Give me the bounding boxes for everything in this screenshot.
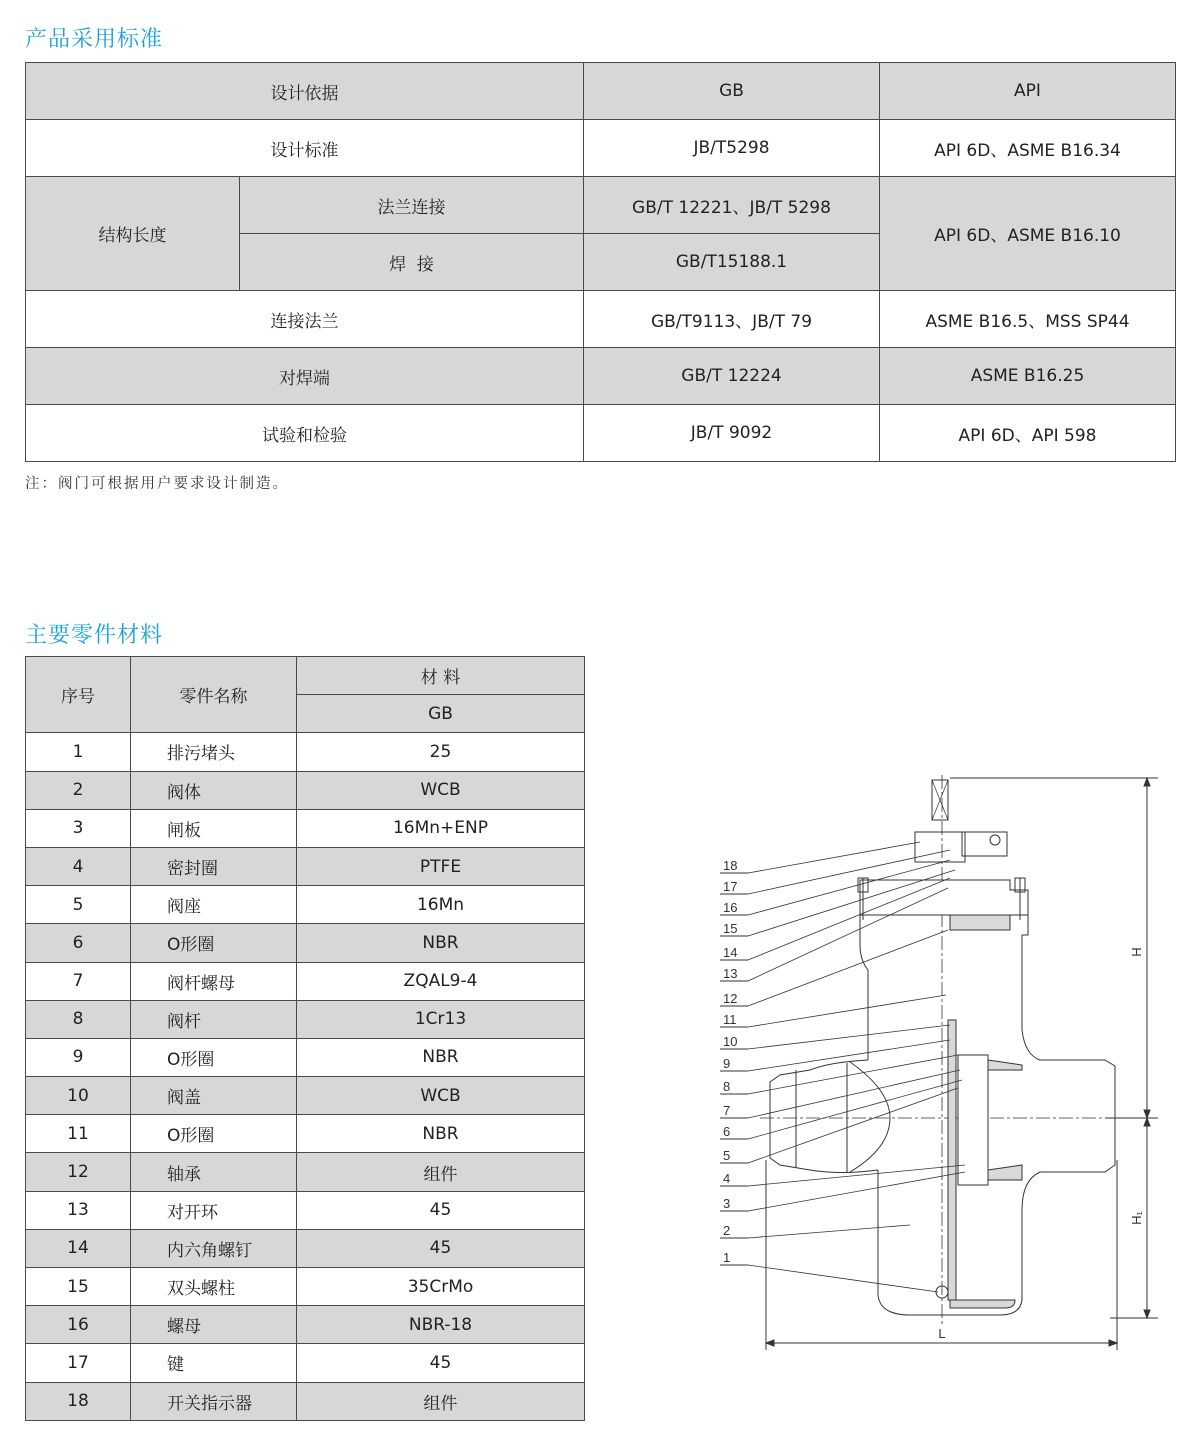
- part-name: 密封圈: [131, 847, 297, 885]
- part-number-label: 16: [723, 900, 738, 915]
- dim-l-label: L: [938, 1326, 946, 1341]
- part-material: 16Mn+ENP: [297, 809, 585, 847]
- leader-line: [748, 878, 950, 960]
- sub-label: 焊 接: [240, 234, 584, 291]
- arrow-icon: [1144, 778, 1150, 786]
- leader-line: [748, 930, 948, 1006]
- indicator-housing: [915, 832, 965, 862]
- part-material: NBR: [297, 1038, 585, 1076]
- table-header-row: [26, 657, 585, 695]
- table-row: [26, 886, 585, 924]
- standards-table: [25, 62, 1176, 462]
- part-no: 18: [26, 1382, 131, 1420]
- row-label: 试验和检验: [26, 405, 584, 462]
- part-number-label: 13: [723, 966, 738, 981]
- part-no: 11: [26, 1115, 131, 1153]
- part-material: 1Cr13: [297, 1000, 585, 1038]
- row-label: 连接法兰: [26, 291, 584, 348]
- body-inlet: [770, 1060, 878, 1173]
- part-name: 闸板: [131, 809, 297, 847]
- part-number-label: 14: [723, 945, 738, 960]
- leader-line: [748, 995, 946, 1027]
- row-api: API 6D、ASME B16.34: [880, 120, 1176, 177]
- part-name: O形圈: [131, 1115, 297, 1153]
- part-name: 对开环: [131, 1191, 297, 1229]
- arrow-icon: [1109, 1340, 1117, 1346]
- part-no: 4: [26, 847, 131, 885]
- part-name: 开关指示器: [131, 1382, 297, 1420]
- row-gb: GB/T 12224: [584, 348, 880, 405]
- part-material: NBR-18: [297, 1306, 585, 1344]
- table-row: [26, 847, 585, 885]
- leader-line: [748, 888, 948, 981]
- part-name: 键: [131, 1344, 297, 1382]
- table-row: [26, 1382, 585, 1420]
- row-label: 设计标准: [26, 120, 584, 177]
- seat-hatch: [988, 1060, 1022, 1070]
- leader-line: [748, 1088, 958, 1163]
- part-number-label: 17: [723, 879, 738, 894]
- part-material: 45: [297, 1191, 585, 1229]
- valve-section-drawing: [710, 770, 1170, 1370]
- part-name: 阀体: [131, 771, 297, 809]
- part-no: 6: [26, 924, 131, 962]
- part-material: NBR: [297, 1115, 585, 1153]
- bonnet-flange: [860, 880, 1028, 915]
- arrow-icon: [1144, 1118, 1150, 1126]
- standards-note: 注：阀门可根据用户要求设计制造。: [25, 476, 289, 492]
- table-row: [26, 120, 1176, 177]
- table-row: [26, 924, 585, 962]
- part-number-label: 1: [723, 1250, 731, 1265]
- leader-line: [748, 1265, 938, 1292]
- materials-table: [25, 656, 585, 1421]
- header-basis: 设计依据: [26, 63, 584, 120]
- row-gb: GB/T 12221、JB/T 5298: [584, 177, 880, 234]
- table-row: [26, 1000, 585, 1038]
- row-label: 对焊端: [26, 348, 584, 405]
- leader-line: [748, 1172, 965, 1211]
- part-no: 14: [26, 1229, 131, 1267]
- row-gb: GB/T15188.1: [584, 234, 880, 291]
- table-row: [26, 1229, 585, 1267]
- part-number-label: 4: [723, 1171, 731, 1186]
- part-material: 16Mn: [297, 886, 585, 924]
- part-number-label: 2: [723, 1223, 731, 1238]
- part-no: 12: [26, 1153, 131, 1191]
- part-no: 5: [26, 886, 131, 924]
- part-name: 双头螺柱: [131, 1268, 297, 1306]
- part-name: 排污堵头: [131, 733, 297, 771]
- dim-h-label: H: [1129, 947, 1144, 957]
- row-api: API 6D、ASME B16.10: [880, 177, 1176, 291]
- header-gb: GB: [297, 695, 585, 733]
- dim-h1-label: H₁: [1129, 1211, 1144, 1225]
- table-row: [26, 1038, 585, 1076]
- table-row: [26, 63, 1176, 120]
- part-number-label: 12: [723, 991, 738, 1006]
- part-no: 13: [26, 1191, 131, 1229]
- table-row: [26, 405, 1176, 462]
- table-row: [26, 1115, 585, 1153]
- table-row: [26, 1191, 585, 1229]
- part-name: 阀杆螺母: [131, 962, 297, 1000]
- part-name: 螺母: [131, 1306, 297, 1344]
- leader-line: [748, 1025, 950, 1049]
- part-no: 8: [26, 1000, 131, 1038]
- sub-label: 法兰连接: [240, 177, 584, 234]
- materials-title: 主要零件材料: [25, 623, 164, 648]
- part-number-label: 3: [723, 1196, 731, 1211]
- table-row: [26, 771, 585, 809]
- table-row: [26, 809, 585, 847]
- part-material: 组件: [297, 1382, 585, 1420]
- table-row: [26, 348, 1176, 405]
- part-material: 45: [297, 1344, 585, 1382]
- table-row: [26, 1077, 585, 1115]
- leader-line: [748, 842, 920, 873]
- part-name: 轴承: [131, 1153, 297, 1191]
- part-no: 9: [26, 1038, 131, 1076]
- leader-line: [748, 1225, 910, 1238]
- part-no: 15: [26, 1268, 131, 1306]
- header-no: 序号: [26, 657, 131, 733]
- part-material: 45: [297, 1229, 585, 1267]
- arrow-icon: [766, 1340, 774, 1346]
- part-number-label: 5: [723, 1148, 731, 1163]
- part-no: 16: [26, 1306, 131, 1344]
- row-api: API 6D、API 598: [880, 405, 1176, 462]
- body-outline: [878, 915, 1115, 1315]
- row-gb: GB/T9113、JB/T 79: [584, 291, 880, 348]
- header-name: 零件名称: [131, 657, 297, 733]
- part-name: O形圈: [131, 1038, 297, 1076]
- part-number-label: 6: [723, 1124, 731, 1139]
- part-no: 17: [26, 1344, 131, 1382]
- part-no: 7: [26, 962, 131, 1000]
- indicator-cap: [962, 832, 1007, 856]
- table-row: [26, 291, 1176, 348]
- leader-line: [748, 1070, 960, 1118]
- body-inner-curve: [850, 1062, 890, 1172]
- table-row: [26, 733, 585, 771]
- table-row: [26, 1153, 585, 1191]
- indicator-screw: [990, 835, 1000, 845]
- part-material: 25: [297, 733, 585, 771]
- table-row: [26, 1306, 585, 1344]
- gate-plate: [948, 1020, 956, 1300]
- part-number-label: 15: [723, 921, 738, 936]
- leader-line: [748, 1040, 950, 1071]
- row-gb: JB/T5298: [584, 120, 880, 177]
- part-number-label: 10: [723, 1034, 738, 1049]
- arrow-icon: [1144, 1310, 1150, 1318]
- part-material: 组件: [297, 1153, 585, 1191]
- part-no: 2: [26, 771, 131, 809]
- row-label: 结构长度: [26, 177, 240, 291]
- table-row: [26, 1268, 585, 1306]
- bottom-hatch: [950, 1300, 1015, 1308]
- part-number-label: 18: [723, 858, 738, 873]
- part-material: WCB: [297, 1077, 585, 1115]
- part-number-label: 8: [723, 1079, 731, 1094]
- part-name: 阀盖: [131, 1077, 297, 1115]
- leader-line: [748, 1080, 962, 1139]
- table-row: [26, 177, 1176, 234]
- row-api: ASME B16.5、MSS SP44: [880, 291, 1176, 348]
- header-material: 材 料: [297, 657, 585, 695]
- row-api: ASME B16.25: [880, 348, 1176, 405]
- body-left-wall: [860, 915, 868, 1060]
- part-material: PTFE: [297, 847, 585, 885]
- part-number-label: 11: [723, 1012, 737, 1027]
- part-material: ZQAL9-4: [297, 962, 585, 1000]
- part-name: 阀座: [131, 886, 297, 924]
- part-no: 10: [26, 1077, 131, 1115]
- part-no: 3: [26, 809, 131, 847]
- seat-hatch: [988, 1165, 1022, 1180]
- part-material: 35CrMo: [297, 1268, 585, 1306]
- part-number-label: 7: [723, 1103, 731, 1118]
- part-number-label: 9: [723, 1056, 731, 1071]
- bonnet-hatch: [950, 915, 1010, 930]
- part-name: 内六角螺钉: [131, 1229, 297, 1267]
- header-api: API: [880, 63, 1176, 120]
- standards-title: 产品采用标准: [25, 27, 164, 52]
- header-gb: GB: [584, 63, 880, 120]
- table-row: [26, 962, 585, 1000]
- table-row: [26, 1344, 585, 1382]
- row-gb: JB/T 9092: [584, 405, 880, 462]
- part-material: NBR: [297, 924, 585, 962]
- part-no: 1: [26, 733, 131, 771]
- part-material: WCB: [297, 771, 585, 809]
- part-name: 阀杆: [131, 1000, 297, 1038]
- part-name: O形圈: [131, 924, 297, 962]
